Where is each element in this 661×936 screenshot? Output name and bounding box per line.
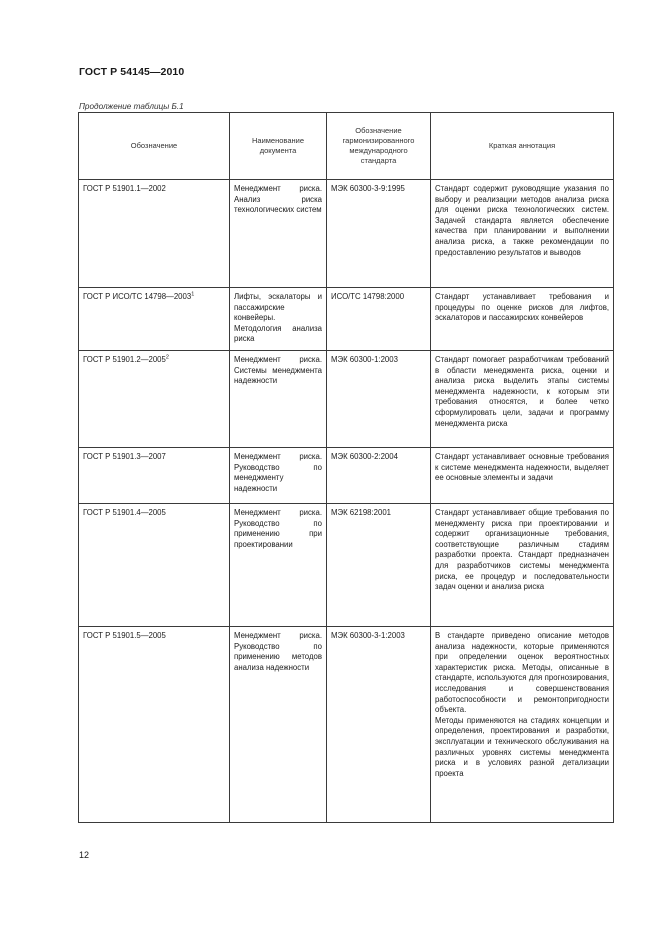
row-international-standard: МЭК 60300-2:2004 [327,448,431,504]
row-document-name: Менеджмент риска. Руководство по применению при проектировании [230,504,327,627]
row-designation [79,180,230,288]
row-annotation: Стандарт содержит руководящие указания по выбору и реализации методов анализа риска для оценки риска технологических систем. Задачей стандарта является обеспечение качества при планировании и выполнении анализа риска, а также рекомендации по предоставлению результатов и выводов [431,180,614,288]
row-international-standard: МЭК 60300-3-9:1995 [327,180,431,288]
row-designation [79,448,230,504]
row-international-standard: МЭК 60300-1:2003 [327,351,431,448]
row-annotation: Стандарт устанавливает требования и процедуры по оценке рисков для лифтов, эскалаторов и пассажирских конвейеров [431,288,614,351]
header-international-standard: Обозначение гармонизированного международного стандарта [327,113,431,180]
row-document-name: Менеджмент риска. Руководство по применению методов анализа надежности [230,627,327,823]
row-international-standard: ИСО/ТС 14798:2000 [327,288,431,351]
row-document-name: Менеджмент риска. Анализ риска технологических систем [230,180,327,288]
table-row [79,180,614,288]
designation-text: ГОСТ Р 51901.2—2005 [83,355,166,364]
header-annotation: Краткая аннотация [431,113,614,180]
row-document-name: Менеджмент риска. Системы менеджмента надежности [230,351,327,448]
designation-text: ГОСТ Р 51901.5—2005 [83,631,166,640]
row-international-standard: МЭК 60300-3-1:2003 [327,627,431,823]
table-caption: Продолжение таблицы Б.1 [79,102,184,111]
row-document-name: Лифты, эскалаторы и пассажирские конвейеры. Методология анализа риска [230,288,327,351]
table-row [79,351,614,448]
row-designation [79,288,230,351]
row-designation [79,627,230,823]
designation-text: ГОСТ Р 51901.1—2002 [83,184,166,193]
document-header: ГОСТ Р 54145—2010 [79,66,185,78]
row-annotation: Стандарт устанавливает основные требования к системе менеджмента надежности, выделяет ее основные элементы и задачи [431,448,614,504]
page-number: 12 [79,850,90,860]
table-row [79,448,614,504]
standards-table [78,112,614,823]
row-annotation: В стандарте приведено описание методов анализа надежности, которые применяются при определении оценок вероятностных характеристик риска. Методы, описанные в стандарте, используются для прогнозирования, исследования и совершенствования работоспособности и ремонтопригодности объекта. Методы применяются на стадиях концепции и определения, проектирования и разработки, эксплуатации и технического обслуживания на различных уровнях системы менеджмента риска и в условиях разной детализации проекта [431,627,614,823]
table-row [79,504,614,627]
row-designation [79,351,230,448]
row-international-standard: МЭК 62198:2001 [327,504,431,627]
row-annotation: Стандарт помогает разработчикам требований в области менеджмента риска, оценки и анализа риска выделить этапы системы менеджмента надежности, к которым эти требования относятся, и более четко сформулировать цели, задачи и программу менеджмента риска [431,351,614,448]
designation-text: ГОСТ Р 51901.3—2007 [83,452,166,461]
row-annotation: Стандарт устанавливает общие требования по менеджменту риска при проектировании и содержит организационные требования, соответствующие различным стадиям разработки проекта. Стандарт предназначен для разработчиков системы менеджмента риска, ее процедур и последовательности задач оценки и анализа риска [431,504,614,627]
table-header-row [79,113,614,180]
header-document-name: Наименование документа [230,113,327,180]
row-designation [79,504,230,627]
row-document-name: Менеджмент риска. Руководство по менеджменту надежности [230,448,327,504]
header-designation: Обозначение [79,113,230,180]
table-row [79,627,614,823]
table-row [79,288,614,351]
footnote-marker: 1 [191,291,195,298]
designation-text: ГОСТ Р 51901.4—2005 [83,508,166,517]
footnote-marker: 2 [165,354,169,361]
designation-text: ГОСТ Р ИСО/ТС 14798—2003 [83,292,192,301]
